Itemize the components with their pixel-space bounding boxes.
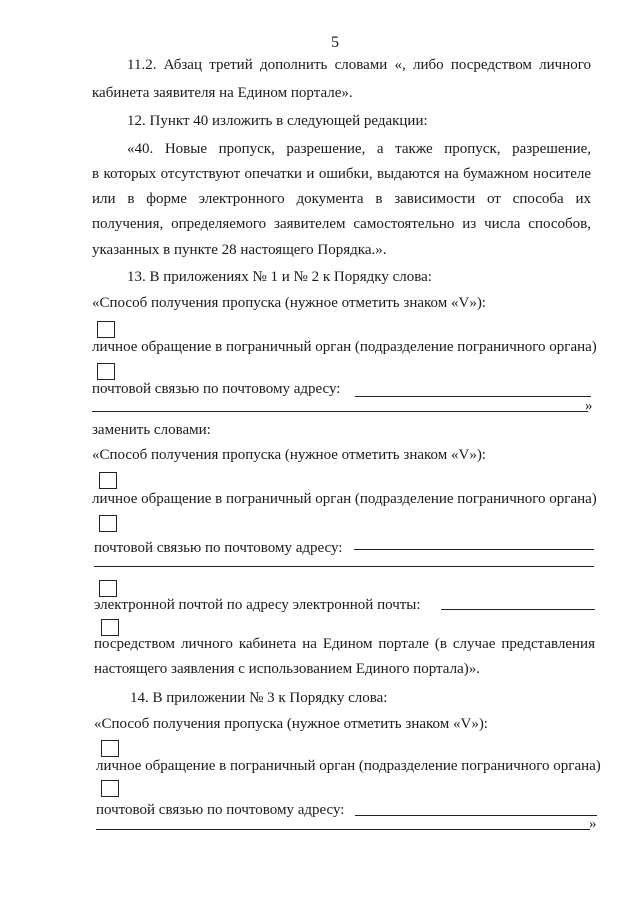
closing-quote-1: » xyxy=(585,398,593,414)
checkbox-postal-2 xyxy=(99,515,117,532)
address-line-1a xyxy=(355,396,591,397)
paragraph-12-quote-line3: или в форме электронного документа в зависимости от способа их xyxy=(92,191,591,207)
address-line-1b xyxy=(92,411,588,412)
replace-with-label: заменить словами: xyxy=(92,422,211,438)
address-line-3b xyxy=(96,829,590,830)
paragraph-12-quote-line5: указанных в пункте 28 настоящего Порядка.». xyxy=(92,242,387,258)
paragraph-12-quote-line1: «40. Новые пропуск, разрешение, а также пропуск, разрешение, xyxy=(127,141,591,157)
checkbox-personal-2 xyxy=(99,472,117,489)
address-line-2b xyxy=(94,566,594,567)
method-heading-1: «Способ получения пропуска (нужное отметить знаком «V»): xyxy=(92,295,486,311)
paragraph-11-2-line2: кабинета заявителя на Едином портале». xyxy=(92,85,353,101)
option-portal-2-line2: настоящего заявления с использованием Единого портала)». xyxy=(94,661,480,677)
page-number: 5 xyxy=(331,34,339,51)
closing-quote-3: » xyxy=(589,816,597,832)
email-line-2 xyxy=(441,609,595,610)
paragraph-11-2-line1: 11.2. Абзац третий дополнить словами «, либо посредством личного xyxy=(127,57,591,73)
address-line-2a xyxy=(354,549,594,550)
checkbox-portal-2 xyxy=(101,619,119,636)
option-personal-3: личное обращение в пограничный орган (подразделение пограничного органа) xyxy=(96,758,601,774)
method-heading-2: «Способ получения пропуска (нужное отметить знаком «V»): xyxy=(92,447,486,463)
checkbox-personal-1 xyxy=(97,321,115,338)
address-line-3a xyxy=(355,815,597,816)
checkbox-email-2 xyxy=(99,580,117,597)
paragraph-14-intro: 14. В приложении № 3 к Порядку слова: xyxy=(130,690,388,706)
option-portal-2-line1: посредством личного кабинета на Едином портале (в случае представления xyxy=(94,636,595,652)
option-personal-1: личное обращение в пограничный орган (подразделение пограничного органа) xyxy=(92,339,597,355)
option-postal-1: почтовой связью по почтовому адресу: xyxy=(92,381,341,397)
paragraph-12-quote-line4: получения, определяемого заявителем самостоятельно из числа способов, xyxy=(92,216,591,232)
checkbox-personal-3 xyxy=(101,740,119,757)
option-postal-3: почтовой связью по почтовому адресу: xyxy=(96,802,345,818)
option-personal-2: личное обращение в пограничный орган (подразделение пограничного органа) xyxy=(92,491,597,507)
option-postal-2: почтовой связью по почтовому адресу: xyxy=(94,540,343,556)
method-heading-3: «Способ получения пропуска (нужное отметить знаком «V»): xyxy=(94,716,488,732)
paragraph-12-quote-line2: в которых отсутствуют опечатки и ошибки, выдаются на бумажном носителе xyxy=(92,166,591,182)
paragraph-12-intro: 12. Пункт 40 изложить в следующей редакции: xyxy=(127,113,428,129)
option-email-2: электронной почтой по адресу электронной почты: xyxy=(94,597,421,613)
checkbox-postal-1 xyxy=(97,363,115,380)
paragraph-13-intro: 13. В приложениях № 1 и № 2 к Порядку слова: xyxy=(127,269,432,285)
checkbox-postal-3 xyxy=(101,780,119,797)
